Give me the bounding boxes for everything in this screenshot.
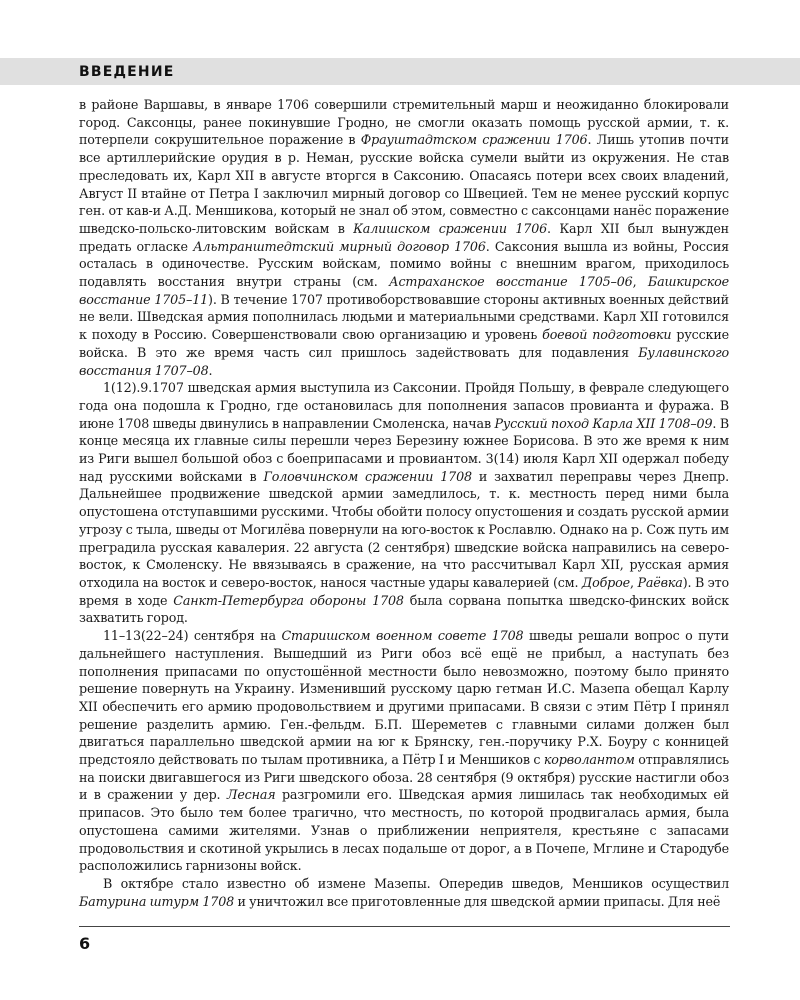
italic-term: Лесная (226, 787, 276, 803)
text-run: 11–13(22–24) сентября на (103, 628, 282, 644)
text-run: В октябре стало известно об измене Мазепы. Опередив шведов, Меншиков осуществил (103, 875, 729, 891)
section-title: ВВЕДЕНИЕ (79, 64, 175, 80)
text-run: шведы решали вопрос о пути дальнейшего наступления. Вышедший из Риги обоз всё ещё не прибыл, а наступать без пополнения припасами по опустошённой местности было невозможно, поэтому было принято решение повернуть на Украину. Изменивший русскому царю гетман И.С. Мазепа обещал Карлу XII обеспечить его армию продовольствием и другими припасами. В связи с этим Пётр I принял решение разделить армию. Ген.-фельдм. Б.П. Шереметев с главными силами должен был двигаться параллельно шведской армии на юг к Брянску, ген.-поручику Р.Х. Боуру с конницей предстояло действовать по тылам противника, а Пётр I и Меншиков с (79, 628, 729, 768)
text-run: . (208, 362, 213, 378)
italic-term: Батурина штурм 1708 (79, 893, 235, 909)
text-run: . Карл XII был вынужден предать огласке (79, 220, 729, 254)
text-run: 1(12).9.1707 шведская армия выступила из Саксонии. Пройдя Польшу, в феврале следующего года она подошла к Гродно, где остановилась для пополнения запасов провианта и фуража. В июне 1708 шведы двинулись в направлении Смоленска, начав (79, 380, 729, 431)
text-run: и захватил переправы через Днепр. Дальнейшее продвижение шведской армии замедлилось, т. к. местность перед ними была опустошена отступавшими русскими. Чтобы обойти полосу опустошения и создать русской армии угрозу с тыла, шведы от Могилёва повернули на юго-восток к Рославлю. Однако на р. Сож путь им преградила русская кавалерия. 22 августа (2 сентября) шведские войска направились на северо-восток, к Смоленску. Не ввязываясь в сражение, на что рассчитывал Карл XII, русская армия отходила на восток и северо-восток, нанося частные удары кавалерией (см. (79, 468, 730, 590)
italic-term: Санкт-Петербурга обороны 1708 (173, 592, 404, 608)
text-run: , (630, 574, 638, 590)
italic-term: Головчинском сражении 1708 (263, 468, 472, 484)
paragraph (79, 379, 729, 627)
text-run: . Лишь утопив почти все артиллерийские орудия в р. Неман, русские войска сумели выйти из окружения. Не став преследовать их, Карл XII в августе вторгся в Саксонию. Опасаясь потери всех своих владений, Август II втайне от Петра I заключил мирный договор со Швецией. Тем не менее русский корпус ген. от кав-и А.Д. Меншикова, который не знал об этом, совместно с саксонцами нанёс поражение шведско-польско-литовским войскам в (79, 132, 729, 236)
body-text (79, 96, 729, 910)
text-run: в районе Варшавы, в январе 1706 совершили стремительный марш и неожиданно блокировали город. Саксонцы, ранее покинувшие Гродно, не смогли оказать помощь русской армии, т. к. потерпели сокрушительное поражение в (79, 97, 729, 148)
page-number: 6 (79, 934, 91, 953)
text-run: и уничтожил все приготовленные для шведской армии припасы. Для неё (234, 893, 721, 909)
text-run: ). В это время в ходе (79, 574, 729, 608)
text-run: . В конце месяца их главные силы перешли через Березину южнее Борисова. В это же время к ним из Риги вышел большой обоз с боеприпасами и провиантом. 3(14) июля Карл XII одержал победу над русскими войсками в (79, 415, 729, 484)
italic-term: Русский поход Карла XII 1708–09 (494, 415, 713, 431)
text-run: . Саксония вышла из войны, Россия осталась в одиночестве. Русским войскам, помимо войны с внешним врагом, приходилось подавлять восстания внутри страны (см. (79, 238, 729, 290)
italic-term: Калишском сражении 1706 (353, 220, 548, 236)
section-header-band (0, 58, 800, 85)
paragraph (79, 96, 729, 379)
italic-term: боевой подготовки (542, 327, 672, 343)
italic-term: Старишском военном совете 1708 (281, 628, 524, 644)
text-run: была сорвана попытка шведско-финских войск захватить город. (79, 592, 729, 626)
italic-term: Доброе (581, 574, 630, 590)
text-run: отправлялись на поиски двигавшегося из Риги шведского обоза. 28 сентября (9 октября) русские настигли обоз и в сражении у дер. (79, 752, 729, 803)
text-run: ). В течение 1707 противоборствовавшие стороны активных военных действий не вели. Шведская армия пополнилась людьми и материальными средствами. Карл XII готовился к походу в Россию. Совершенствовали свою организацию и уровень (79, 291, 729, 343)
italic-term: Раёвка (637, 574, 683, 590)
paragraph (79, 627, 729, 875)
text-run: разгромили его. Шведская армия лишилась так необходимых ей припасов. Это было тем более трагично, что местность, по которой продвигалась армия, была опустошена самими жителями. Узнав о приближении неприятеля, крестьяне с запасами продовольствия и скотиной укрылись в лесах подальше от дорог, а в Почепе, Мглине и Стародубе расположились гарнизоны войск. (79, 787, 730, 874)
footer-rule (79, 926, 730, 927)
italic-term: Альтранштедтский мирный договор 1706 (193, 238, 486, 254)
italic-term: Астраханское восстание 1705–06 (389, 274, 633, 290)
text-run: , (632, 274, 648, 290)
italic-term: Башкирское восстание 1705–11 (79, 274, 729, 307)
paragraph (79, 875, 729, 910)
text-run: русские войска. В это же время часть сил пришлось задействовать для подавления (79, 327, 729, 360)
italic-term: Фрауштадтском сражении 1706 (360, 132, 588, 148)
italic-term: корволантом (543, 752, 635, 768)
italic-term: Булавинского восстания 1707–08 (79, 344, 729, 378)
